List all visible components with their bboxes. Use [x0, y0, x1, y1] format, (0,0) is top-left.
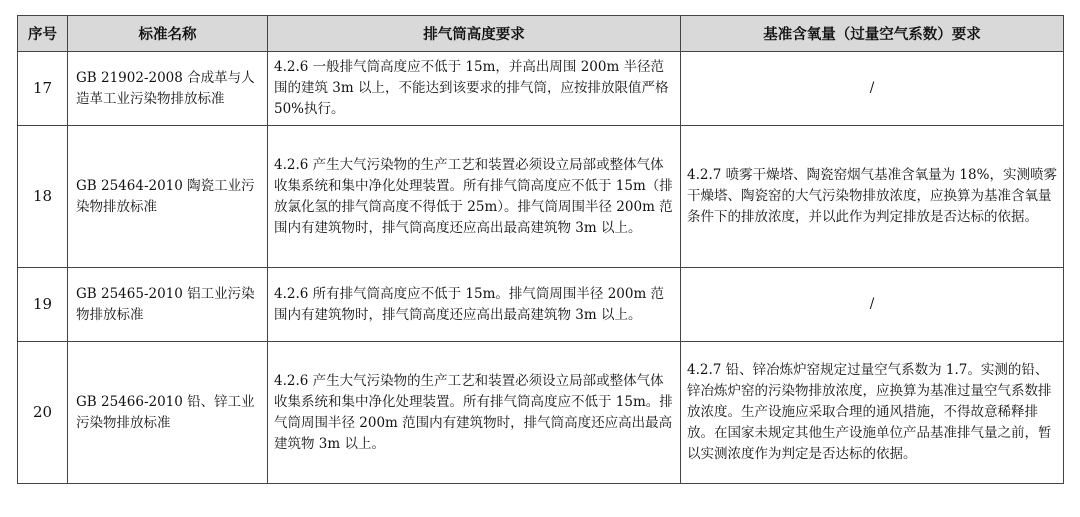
standard-name: GB 25465-2010 铝工业污染物排放标准: [68, 268, 268, 342]
stack-height-requirement: 4.2.6 一般排气筒高度应不低于 15m，并高出周围 200m 半径范围的建筑 3m 以上，不能达到该要求的排气筒，应按排放限值严格 50%执行。: [268, 52, 681, 126]
oxygen-requirement: /: [681, 52, 1064, 126]
row-number: 19: [18, 268, 68, 342]
table-row: [18, 342, 1064, 484]
header-standard: 标准名称: [68, 16, 268, 52]
row-number: 17: [18, 52, 68, 126]
standard-name: GB 25466-2010 铅、锌工业污染物排放标准: [68, 342, 268, 484]
oxygen-requirement: 4.2.7 喷雾干燥塔、陶瓷窑烟气基准含氧量为 18%，实测喷雾干燥塔、陶瓷窑的大气污染物排放浓度，应换算为基准含氧量条件下的排放浓度，并以此作为判定排放是否达标的依据。: [681, 126, 1064, 268]
header-oxygen: 基准含氧量（过量空气系数）要求: [681, 16, 1064, 52]
table-row: [18, 126, 1064, 268]
table-row: [18, 268, 1064, 342]
stack-height-requirement: 4.2.6 产生大气污染物的生产工艺和装置必须设立局部或整体气体收集系统和集中净化处理装置。所有排气筒高度应不低于 15m（排放氯化氢的排气筒高度不得低于 25m）。排气筒周围半径 200m 范围内有建筑物时，排气筒高度还应高出最高建筑物 3m 以上。: [268, 126, 681, 268]
header-row: [18, 16, 1064, 52]
table-row: [18, 52, 1064, 126]
row-number: 18: [18, 126, 68, 268]
standard-name: GB 21902-2008 合成革与人造革工业污染物排放标准: [68, 52, 268, 126]
standards-table: [17, 15, 1064, 484]
stack-height-requirement: 4.2.6 产生大气污染物的生产工艺和装置必须设立局部或整体气体收集系统和集中净化处理装置。所有排气筒高度应不低于 15m。排气筒周围半径 200m 范围内有建筑物时，排气筒高度还应高出最高建筑物 3m 以上。: [268, 342, 681, 484]
stack-height-requirement: 4.2.6 所有排气筒高度应不低于 15m。排气筒周围半径 200m 范围内有建筑物时，排气筒高度还应高出最高建筑物 3m 以上。: [268, 268, 681, 342]
row-number: 20: [18, 342, 68, 484]
header-seq: 序号: [18, 16, 68, 52]
standard-name: GB 25464-2010 陶瓷工业污染物排放标准: [68, 126, 268, 268]
header-stack-height: 排气筒高度要求: [268, 16, 681, 52]
oxygen-requirement: /: [681, 268, 1064, 342]
oxygen-requirement: 4.2.7 铅、锌冶炼炉窑规定过量空气系数为 1.7。实测的铅、锌冶炼炉窑的污染物排放浓度，应换算为基准过量空气系数排放浓度。生产设施应采取合理的通风措施，不得故意稀释排放。在国家未规定其他生产设施单位产品基准排气量之前，暂以实测浓度作为判定是否达标的依据。: [681, 342, 1064, 484]
